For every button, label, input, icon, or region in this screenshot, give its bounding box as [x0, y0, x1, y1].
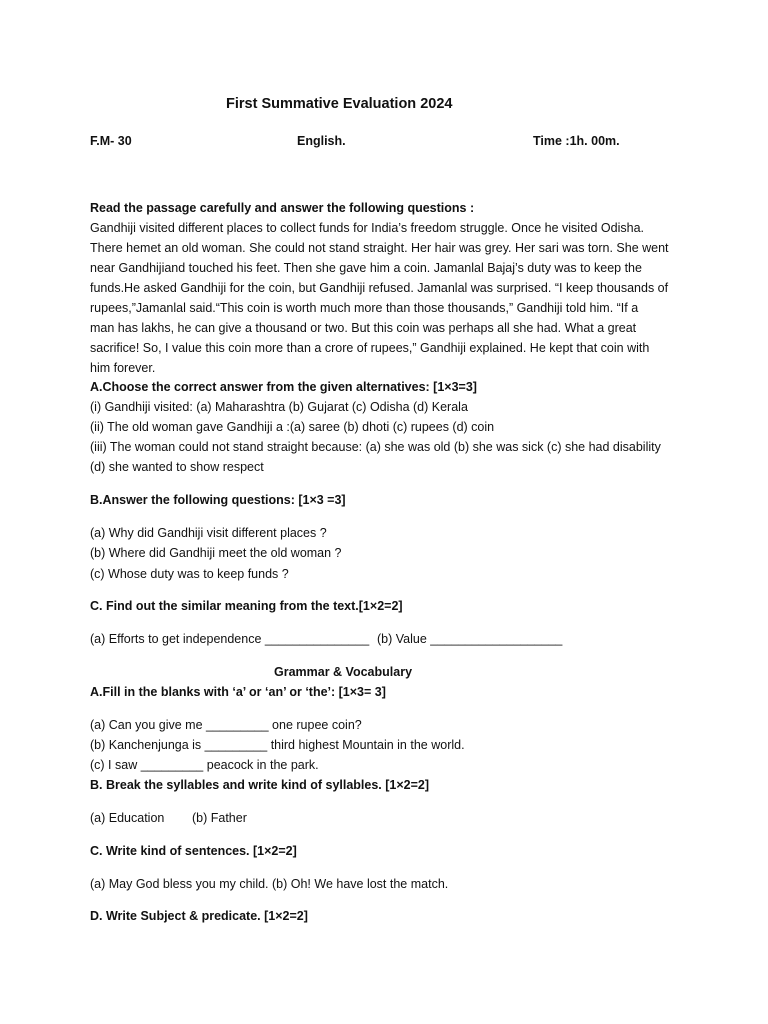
- fill-blanks-heading: A.Fill in the blanks with ‘a’ or ‘an’ or ‘the’: [1×3= 3]: [90, 685, 386, 699]
- sentences-heading: C. Write kind of sentences. [1×2=2]: [90, 844, 297, 858]
- meaning-question: (b) Value ___________________: [377, 632, 563, 646]
- fill-blank-question: (b) Kanchenjunga is _________ third highest Mountain in the world.: [90, 738, 465, 752]
- short-question: (b) Where did Gandhiji meet the old woman ?: [90, 546, 342, 560]
- short-question: (c) Whose duty was to keep funds ?: [90, 567, 289, 581]
- grammar-heading: Grammar & Vocabulary: [274, 665, 413, 679]
- syllable-word: (b) Father: [192, 811, 247, 825]
- syllable-word: (a) Education: [90, 811, 165, 825]
- mcq-question: (i) Gandhiji visited: (a) Maharashtra (b) Gujarat (c) Odisha (d) Kerala: [90, 400, 468, 414]
- time-allowed: Time :1h. 00m.: [533, 134, 620, 148]
- sentence-question: (a) May God bless you my child. (b) Oh! We have lost the match.: [90, 877, 449, 891]
- passage-line: man has lakhs, he can give a thousand or two. But this coin was perhaps all she had. What a great: [90, 321, 637, 335]
- section-a-heading: A.Choose the correct answer from the given alternatives: [1×3=3]: [90, 380, 477, 394]
- fill-blank-question: (a) Can you give me _________ one rupee coin?: [90, 718, 362, 732]
- passage-line: near Gandhijiand touched his feet. Then she gave him a coin. Jamanlal Bajaj’s duty was to keep the: [90, 261, 642, 275]
- syllables-heading: B. Break the syllables and write kind of syllables. [1×2=2]: [90, 778, 430, 792]
- section-c-heading: C. Find out the similar meaning from the text.[1×2=2]: [90, 599, 403, 613]
- mcq-question: (ii) The old woman gave Gandhiji a :(a) saree (b) dhoti (c) rupees (d) coin: [90, 420, 495, 434]
- subject-predicate-heading: D. Write Subject & predicate. [1×2=2]: [90, 909, 308, 923]
- short-question: (a) Why did Gandhiji visit different places ?: [90, 526, 327, 540]
- meaning-question: (a) Efforts to get independence _______________: [90, 632, 370, 646]
- passage-line: sacrifice! So, I value this coin more than a crore of rupees,” Gandhiji explained. He kept that coin with: [90, 341, 650, 355]
- full-marks: F.M- 30: [90, 134, 132, 148]
- passage-line: Gandhiji visited different places to collect funds for India’s freedom struggle. Once he visited Odisha.: [90, 221, 645, 235]
- passage-line: funds.He asked Gandhiji for the coin, but Gandhiji refused. Jamanlal was surprised. “I keep thousands of: [90, 281, 669, 295]
- mcq-question: (iii) The woman could not stand straight because: (a) she was old (b) she was sick (c) she had disability: [90, 440, 661, 454]
- passage-line: him forever.: [90, 361, 156, 375]
- fill-blank-question: (c) I saw _________ peacock in the park.: [90, 758, 319, 772]
- subject: English.: [297, 134, 346, 148]
- page-title: First Summative Evaluation 2024: [226, 96, 453, 112]
- passage: [90, 218, 690, 378]
- mcq-question-continued: (d) she wanted to show respect: [90, 460, 264, 474]
- reading-instruction: Read the passage carefully and answer the following questions :: [90, 201, 475, 215]
- section-b-heading: B.Answer the following questions: [1×3 =3]: [90, 493, 346, 507]
- passage-line: rupees,”Jamanlal said.“This coin is worth much more than those thousands,” Gandhiji told him. “If a: [90, 301, 639, 315]
- passage-line: There hemet an old woman. She could not stand straight. Her hair was grey. Her sari was torn. She went: [90, 241, 669, 255]
